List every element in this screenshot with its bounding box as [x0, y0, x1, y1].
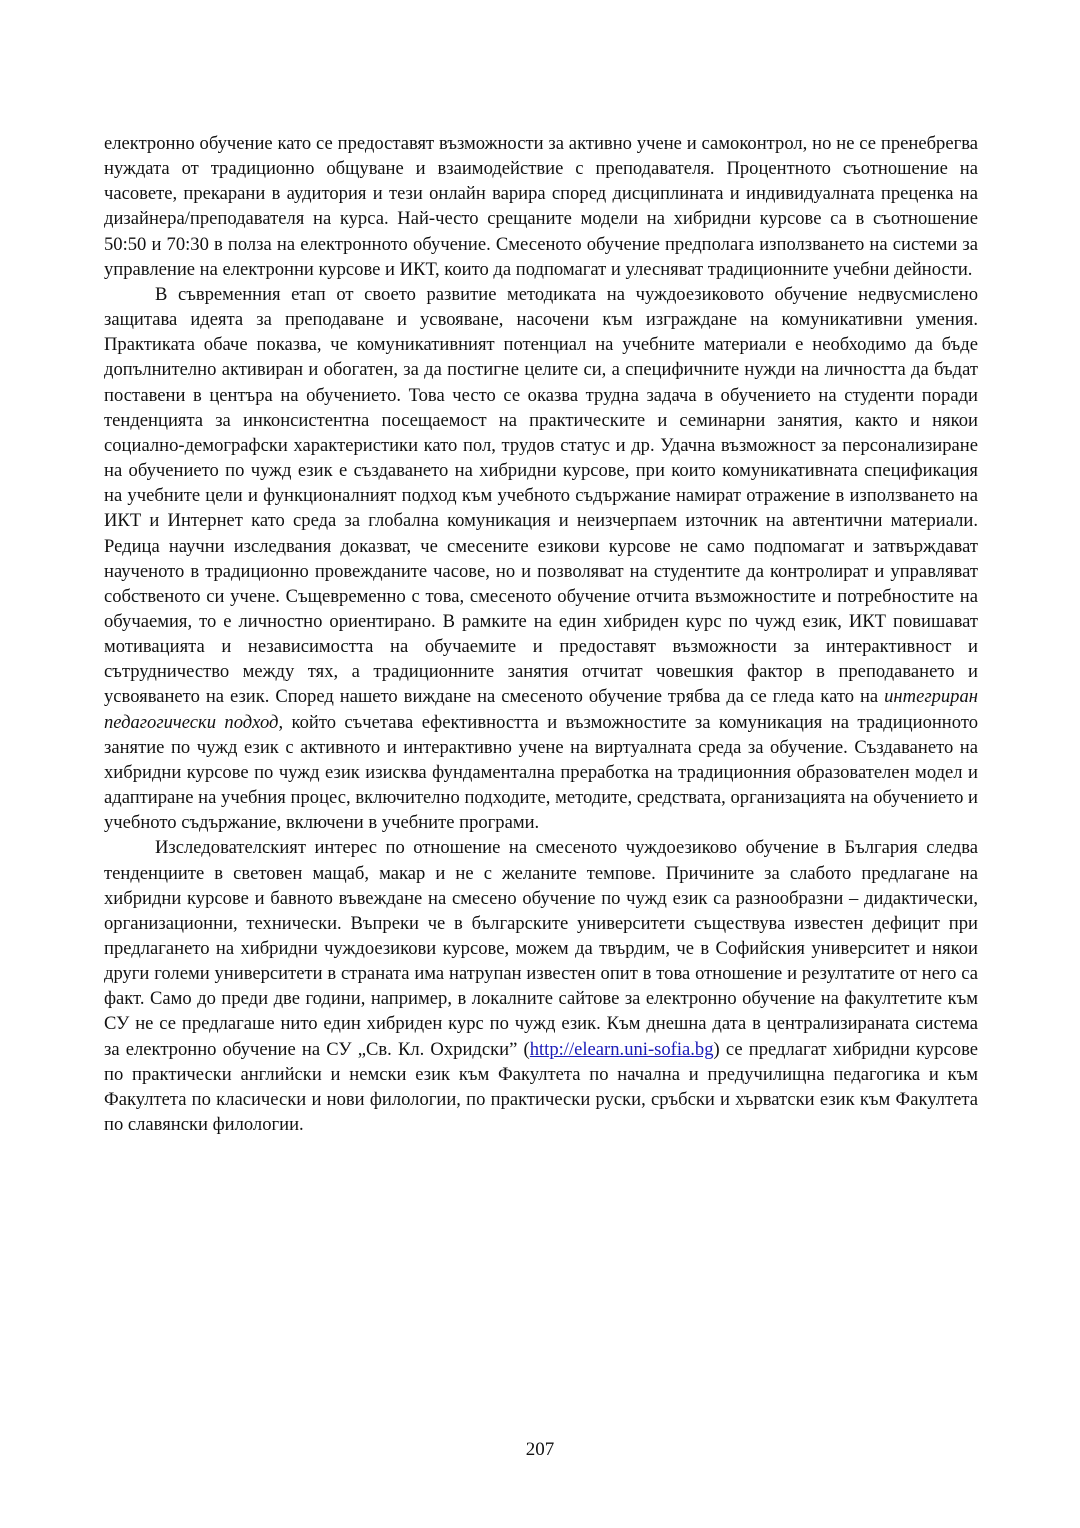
paragraph-3 [104, 835, 978, 1137]
paragraph-2-text-end: , който съчетава ефективността и възможностите за комуникация на традиционното занятие по чужд език с активното и интерактивно учене на виртуалната среда за обучение. Създаването на хибридни курсове по чужд език изисква фундаментална преработка на традиционния образователен модел и адаптиране на учебния процес, включително подходите, методите, средствата, организацията на обучението и учебното съдържание, включени в учебните програми. [104, 711, 978, 834]
paragraph-2 [104, 282, 978, 835]
paragraph-1 [104, 131, 978, 282]
elearn-link[interactable]: http://elearn.uni-sofia.bg [529, 1038, 714, 1060]
body-text [104, 131, 978, 1137]
page-number: 207 [525, 1439, 555, 1460]
paragraph-2-italic-term: интегриран педагогически подход [104, 686, 978, 733]
paragraph-1-text: електронно обучение като се предоставят възможности за активно учене и самоконтрол, но не се пренебрегва нуждата от традиционно общуване и взаимодействие с преподавателя. Процентното съотношение на часовете, прекарани в аудитория и тези онлайн варира според дисциплината и индивидуалната преценка на дизайнера/преподавателя на курса. Най-често срещаните модели на хибридни курсове са в съотношение 50:50 и 70:30 в полза на електронното обучение. Смесеното обучение предполага използването на системи за управление на електронни курсове и ИКТ, които да подпомагат и улесняват традиционните учебни дейности. [104, 133, 978, 280]
paragraph-2-text-start: В съвременния етап от своето развитие методиката на чуждоезиковото обучение недвусмислено защитава идеята за преподаване и усвояване, насочени към изграждане на комуникативни умения. Практиката обаче показва, че комуникативният потенциал на учебните материали е необходимо да бъде допълнително активиран и обогатен, за да постигне целите си, а специфичните нужди на личността да бъдат поставени в центъра на обучението. Това често се оказва трудна задача в обучението на студенти поради тенденцията за инконсистентна посещаемост на практическите и семинарни занятия, както и някои социално-демографски характеристики като пол, трудов статус и др. Удачна възможност за персонализиране на обучението по чужд език е създаването на хибридни курсове, при които комуникативната спецификация на учебните цели и функционалният подход към учебното съдържание намират отражение в използването на ИКТ и Интернет като среда за глобална комуникация и неизчерпаем източник на автентични материали. Редица научни изследвания доказват, че смесените езикови курсове не само подпомагат и затвърждават наученото в традиционно провежданите часове, но и позволяват на студентите да контролират и управляват собственото си учене. Същевременно с това, смесеното обучение отчита възможностите и потребностите на обучаемия, то е личностно ориентирано. В рамките на един хибриден курс по чужд език, ИКТ повишават мотивацията и независимостта на обучаемите и предоставят възможности за интерактивност и сътрудничество между тях, а традиционните занятия отчитат човешкия фактор в преподаването и усвояването на език. Според нашето виждане на смесеното обучение трябва да се гледа като на [104, 283, 978, 708]
paragraph-3-text-start: Изследователският интерес по отношение на смесеното чуждоезиково обучение в България следва тенденциите в световен мащаб, макар и не с желаните темпове. Причините за слабото предлагане на хибридни курсове и бавното въвеждане на смесено обучение по чужд език са разнообразни – дидактически, организационни, технически. Въпреки че в българските университети съществува известен дефицит при предлагането на хибридни чуждоезикови курсове, можем да твърдим, че в Софийския университет и някои други големи университети в страната има натрупан известен опит в това отношение и резултатите от него са факт. Само до преди две години, например, в локалните сайтове за електронно обучение на факултетите към СУ не се предлагаше нито един хибриден курс по чужд език. Към днешна дата в централизираната система за електронно обучение на СУ „Св. Кл. Охридски” ( [104, 837, 978, 1060]
paragraph-3-text-end: ) се предлагат хибридни курсове по практически английски и немски език към Факултета по начална и предучилищна педагогика и към Факултета по класически и нови филологии, по практически руски, сръбски и хърватски език към Факултета по славянски филологии. [104, 1038, 978, 1136]
